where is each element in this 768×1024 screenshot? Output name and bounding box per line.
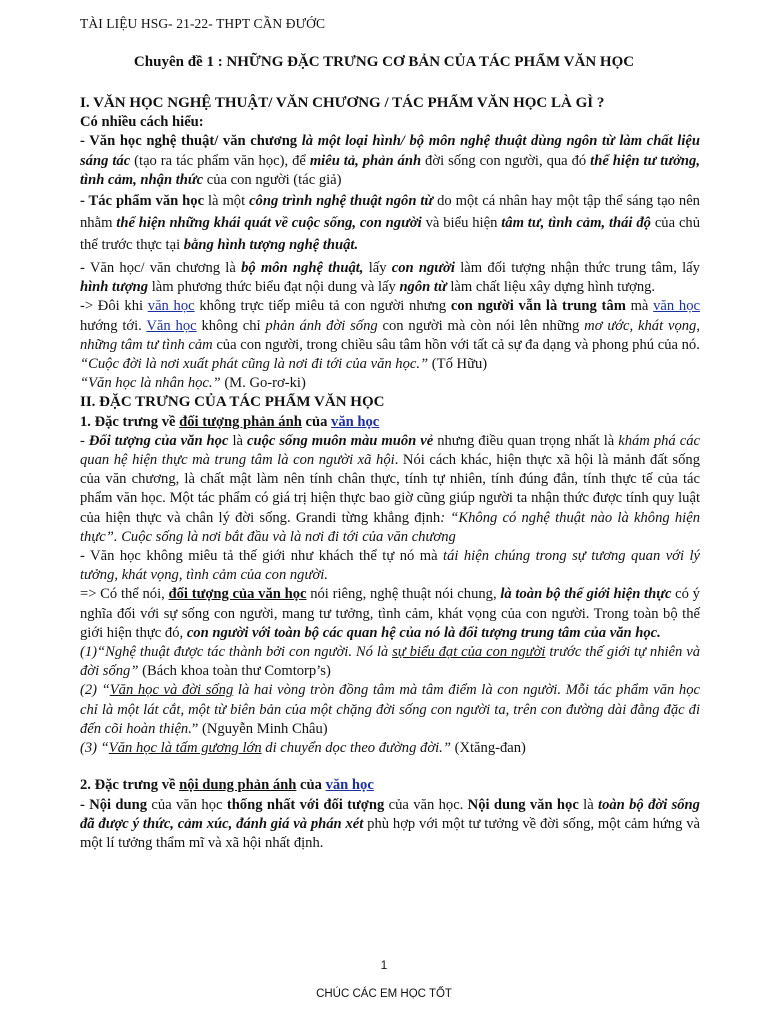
document-body [80, 94, 700, 853]
link-van-hoc-1[interactable]: văn học [147, 298, 195, 315]
paragraph-conclusion: -> Đôi khi văn học không trực tiếp miêu tả con người nhưng con người vẫn là trung tâm mà văn học hướng tới. Văn học không chỉ phản ánh đời sống con người mà còn nói lên những mơ ước, khát vọng, những tâm tư tình cảm của con người, trong chiều sâu tâm hồn với tất cả sự đa dạng và phong phú của nó. [80, 298, 700, 353]
paragraph-definition-3: - Văn học/ văn chương là bộ môn nghệ thuật, lấy con người làm đối tượng nhận thức trung tâm, lấy hình tượng làm phương thức biểu đạt nội dung và lấy ngôn từ làm chất liệu xây dựng hình tượng. [80, 260, 700, 296]
paragraph-definition-2: - Tác phẩm văn học là một công trình nghệ thuật ngôn từ do một cá nhân hay một tập thể sáng tạo nên nhằm thể hiện những khái quát về cuộc sống, con người và biểu hiện tâm tư, tình cảm, thái độ của chủ thể trước thực tại bằng hình tượng nghệ thuật. [80, 193, 701, 254]
paragraph-definition-1: - Văn học nghệ thuật/ văn chương là một loại hình/ bộ môn nghệ thuật dùng ngôn từ làm chất liệu sáng tác (tạo ra tác phẩm văn học), để miêu tả, phản ánh đời sống con người, qua đó thể hiện tư tưởng, tình cảm, nhận thức của con người (tác giả) [80, 133, 700, 188]
link-van-hoc-3[interactable]: Văn học [146, 317, 197, 334]
subsection-2-heading: 2. Đặc trưng về nội dung phản ánh của văn học [80, 777, 374, 794]
quote-gorki: “Văn học là nhân học.” (M. Go-rơ-ki) [80, 375, 306, 392]
page-number: 1 [380, 958, 388, 972]
section-1-heading: I. VĂN HỌC NGHỆ THUẬT/ VĂN CHƯƠNG / TÁC PHẨM VĂN HỌC LÀ GÌ ? [80, 95, 605, 111]
subsection-1-heading: 1. Đặc trưng về đối tượng phản ánh của văn học [80, 413, 380, 430]
spacer [80, 758, 700, 776]
link-van-hoc-2[interactable]: văn học [653, 298, 700, 315]
quote-to-huu: “Cuộc đời là nơi xuất phát cũng là nơi đi tới của văn học.” (Tố Hữu) [80, 356, 488, 373]
citation-1: (1)“Nghệ thuật được tác thành bởi con người. Nó là sự biểu đạt của con người trước thế giới tự nhiên và đời sống” (Bách khoa toàn thư Comtorp’s) [80, 644, 700, 680]
page-footer: CHÚC CÁC EM HỌC TỐT [316, 988, 452, 1000]
paragraph-object: - Đối tượng của văn học là cuộc sống muôn màu muôn vẻ nhưng điều quan trọng nhất là khám phá các quan hệ hiện thực mà trung tâm là con người xã hội. Nói cách khác, hiện thực xã hội là mảnh đất sống của văn chương, là chất mật làm nên tính chân thực, tính tự nhiên, tính đúng đắn, tính thực tế của tác phẩm văn học. Một tác phẩm có giá trị hiện thực bao giờ cũng giúp người ta nhận thức được tính quy luật của hiện thực và chân lý đời sống. Grandi từng khẳng định: “Không có nghệ thuật nào là không hiện thực”. Cuộc sống là nơi bắt đầu và là nơi đi tới của văn chương [80, 432, 701, 545]
paragraph-summary: => Có thể nói, đối tượng của văn học nói riêng, nghệ thuật nói chung, là toàn bộ thế giới hiện thực có ý nghĩa đối với sự sống con người, mang tư tưởng, tình cảm, khát vọng của con người. Trong toàn bộ thế giới hiện thực đó, con người với toàn bộ các quan hệ của nó là đối tượng trung tâm của văn học. [80, 586, 700, 641]
link-van-hoc-4[interactable]: văn học [331, 413, 380, 430]
page-title: Chuyên đề 1 : NHỮNG ĐẶC TRƯNG CƠ BẢN CỦA TÁC PHẨM VĂN HỌC [133, 54, 635, 70]
page-header: TÀI LIỆU HSG- 21-22- THPT CẦN ĐƯỚC [80, 16, 326, 31]
citation-3: (3) “Văn học là tấm gương lớn di chuyển dọc theo đường đời.” (Xtăng-đan) [80, 740, 526, 757]
citation-2: (2) “Văn học và đời sống là hai vòng tròn đồng tâm mà tâm điểm là con người. Mỗi tác phẩm văn học chỉ là một lát cắt, một từ biên bản của một chặng đời sống con người ta, trên con đường dài đằng đặc đi đến cõi hoàn thiện.” (Nguyễn Minh Châu) [80, 682, 700, 737]
paragraph-content: - Nội dung của văn học thống nhất với đối tượng của văn học. Nội dung văn học là toàn bộ đời sống đã được ý thức, cảm xúc, đánh giá và phán xét phù hợp với một tư tưởng về đời sống, một cảm hứng và một lí tưởng thẩm mĩ và xã hội nhất định. [80, 796, 700, 851]
paragraph-reflection: - Văn học không miêu tả thế giới như khách thể tự nó mà tái hiện chúng trong sự tương quan với lý tưởng, khát vọng, tình cảm của con người. [80, 548, 701, 584]
link-van-hoc-5[interactable]: văn học [325, 777, 374, 794]
section-1-subheading: Có nhiều cách hiểu: [80, 114, 204, 131]
section-2-heading: II. ĐẶC TRƯNG CỦA TÁC PHẨM VĂN HỌC [80, 394, 385, 411]
